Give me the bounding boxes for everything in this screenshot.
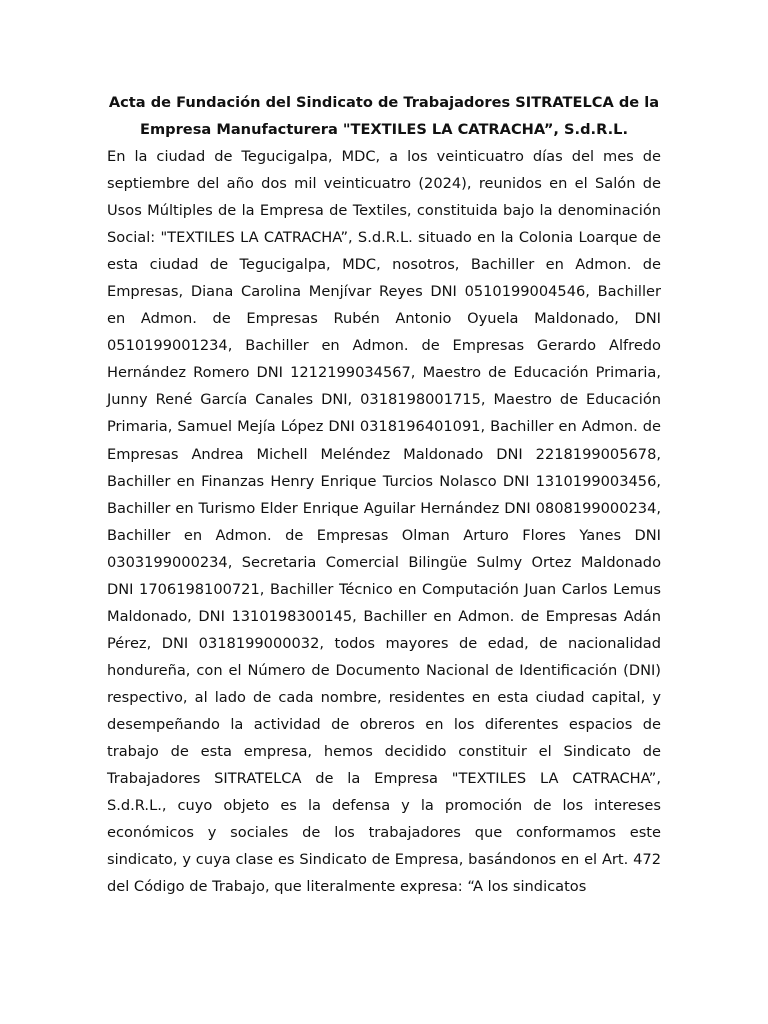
document-page bbox=[107, 89, 661, 900]
document-title: Acta de Fundación del Sindicato de Trabajadores SITRATELCA de la Empresa Manufacturera "TEXTILES LA CATRACHA”, S.d.R.L. bbox=[108, 94, 660, 138]
document-body-paragraph: En la ciudad de Tegucigalpa, MDC, a los veinticuatro días del mes de septiembre del año dos mil veinticuatro (2024), reunidos en el Salón de Usos Múltiples de la Empresa de Textiles, constituida bajo la denominación Social: "TEXTILES LA CATRACHA”, S.d.R.L. situado en la Colonia Loarque de esta ciudad de Tegucigalpa, MDC, nosotros, Bachiller en Admon. de Empresas, Diana Carolina Menjívar Reyes DNI 0510199004546, Bachiller en Admon. de Empresas Rubén Antonio Oyuela Maldonado, DNI 0510199001234, Bachiller en Admon. de Empresas Gerardo Alfredo Hernández Romero DNI 1212199034567, Maestro de Educación Primaria, Junny René García Canales DNI, 0318198001715, Maestro de Educación Primaria, Samuel Mejía López DNI 0318196401091, Bachiller en Admon. de Empresas Andrea Michell Meléndez Maldonado DNI 2218199005678, Bachiller en Finanzas Henry Enrique Turcios Nolasco DNI 1310199003456, Bachiller en Turismo Elder Enrique Aguilar Hernández DNI 0808199000234, Bachiller en Admon. de Empresas Olman Arturo Flores Yanes DNI 0303199000234, Secretaria Comercial Bilingüe Sulmy Ortez Maldonado DNI 1706198100721, Bachiller Técnico en Computación Juan Carlos Lemus Maldonado, DNI 1310198300145, Bachiller en Admon. de Empresas Adán Pérez, DNI 0318199000032, todos mayores de edad, de nacionalidad hondureña, con el Número de Documento Nacional de Identificación (DNI) respectivo, al lado de cada nombre, residentes en esta ciudad capital, y desempeñando la actividad de obreros en los diferentes espacios de trabajo de esta empresa, hemos decidido constituir el Sindicato de Trabajadores SITRATELCA de la Empresa "TEXTILES LA CATRACHA”, S.d.R.L., cuyo objeto es la defensa y la promoción de los intereses económicos y sociales de los trabajadores que conformamos este sindicato, y cuya clase es Sindicato de Empresa, basándonos en el Art. 472 del Código de Trabajo, que literalmente expresa: “A los sindicatos bbox=[107, 148, 661, 896]
